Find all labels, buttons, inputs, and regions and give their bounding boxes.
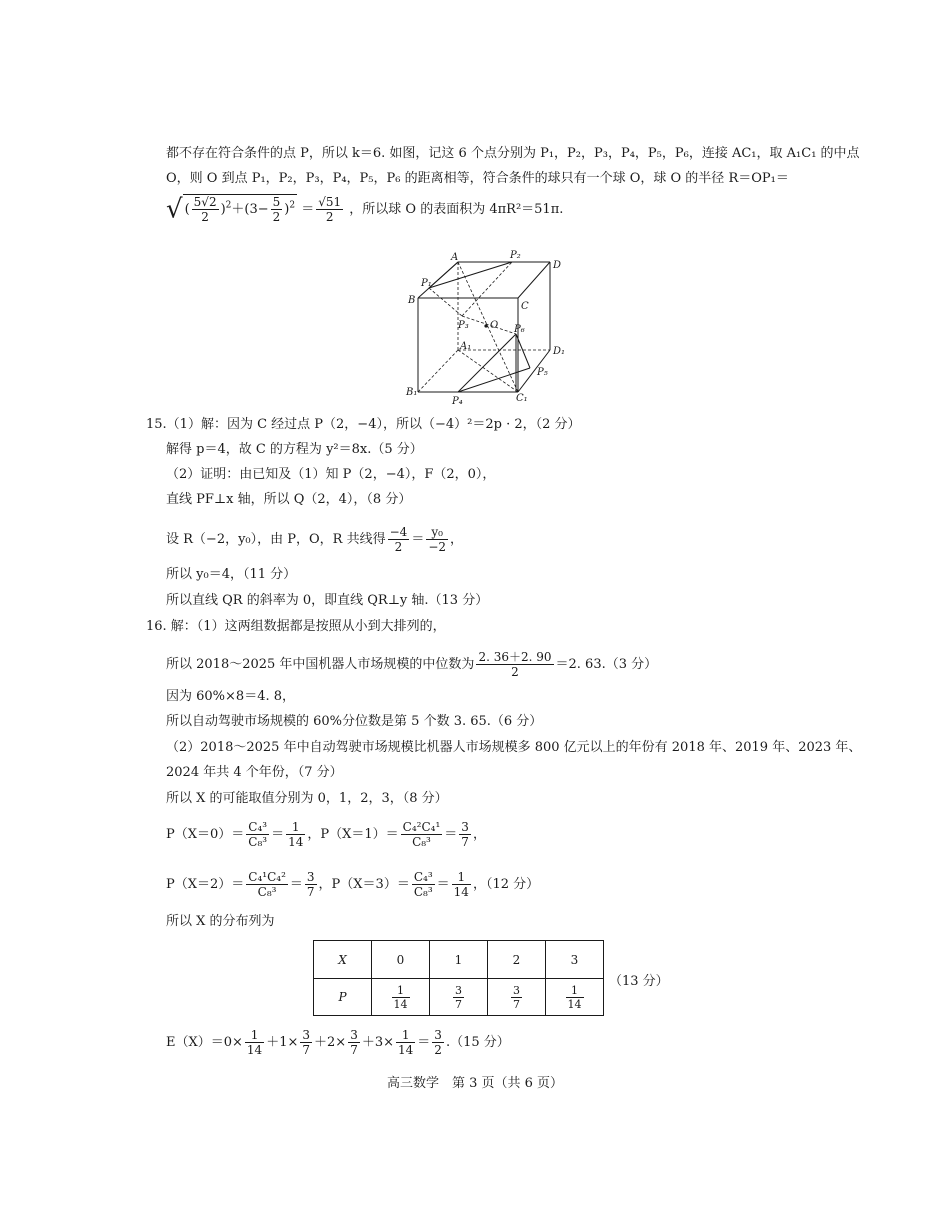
label-p4: P₄ — [452, 396, 463, 406]
table-cell: $\frac{1}{14}$ — [546, 979, 604, 1016]
q14-radius-tail: ，所以球 O 的表面积为 4πR²＝51π. — [349, 202, 564, 217]
label-p5: P₅ — [537, 367, 548, 378]
center-o-point — [484, 324, 487, 327]
label-o: O — [490, 320, 499, 331]
distribution-table — [313, 940, 604, 1016]
label-a: A — [451, 252, 459, 263]
fraction-neg4-over-2: $\frac{-4}{2}$ — [389, 525, 408, 554]
prob-x0-x1-line: P（X＝0）＝ $\frac{\text{C₄³}}{\text{C₈³}}$ ＝ $\frac{1}{14}$ ，P（X＝1）＝ $\frac{\text{C₄²C₄¹}}{\text{C₈³}}$ ＝ $\frac{3}{7}$ ， — [166, 820, 486, 849]
table-row — [314, 941, 604, 979]
prob-x2-x3-line: P（X＝2）＝ $\frac{\text{C₄¹C₄²}}{\text{C₈³}}$ ＝ $\frac{3}{7}$ ，P（X＝3）＝ $\frac{\text{C₄³}}{\text{C₈³}}$ ＝ $\frac{1}{14}$ ，（12 分） — [166, 870, 540, 899]
table-cell: $\frac{3}{7}$ — [430, 979, 488, 1016]
edge-cd — [518, 262, 550, 298]
label-p1: P₁ — [421, 278, 432, 289]
label-c1: C₁ — [516, 393, 528, 404]
table-score: （13 分） — [609, 974, 669, 989]
label-c: C — [521, 301, 529, 312]
q15-line-6: 所以 y₀＝4，（11 分） — [166, 567, 297, 582]
q15-line-3: （2）证明：由已知及（1）知 P（2，−4），F（2，0）， — [166, 467, 496, 482]
cube-figure — [400, 246, 575, 406]
q15-line-4: 直线 PF⊥x 轴，所以 Q（2，4），（8 分） — [166, 492, 412, 507]
table-cell: 2 — [488, 941, 546, 979]
segment-p3-p6-hidden — [462, 316, 516, 334]
fraction-y0-over-neg2: $\frac{\text{y₀}}{-2}$ — [428, 525, 447, 554]
q15-line-5: 设 R（−2，y₀），由 P，O，R 共线得 $\frac{-4}{2}$ ＝ $\frac{\text{y₀}}{-2}$ ， — [166, 525, 464, 554]
label-p6: P₆ — [514, 324, 525, 335]
table-cell: 0 — [372, 941, 430, 979]
label-d1: D₁ — [553, 346, 566, 357]
table-cell: $\frac{1}{14}$ — [372, 979, 430, 1016]
q14-line-2: O，则 O 到点 P₁，P₂，P₃，P₄，P₅，P₆ 的距离相等，符合条件的球只有一个球 O，球 O 的半径 R＝OP₁＝ — [166, 171, 789, 186]
diagonal-a1c1-hidden — [458, 350, 518, 392]
q16-line-10: 所以 X 的分布列为 — [166, 914, 275, 929]
table-cell: 1 — [430, 941, 488, 979]
label-a1: A₁ — [460, 341, 472, 352]
radius-sqrt-expression: √ ( $\frac{5√2}{2}$ )$^2$＋(3− $\frac{5}{2}$ )$^2$ ＝ $\frac{√51}{2}$ — [166, 194, 342, 225]
label-d: D — [553, 260, 562, 271]
table-cell: 3 — [546, 941, 604, 979]
table-cell: X — [314, 941, 372, 979]
q16-line-6: 2024 年共 4 个年份，（7 分） — [166, 765, 343, 780]
segment-p1-p3-hidden — [429, 288, 462, 316]
label-p2: P₂ — [510, 250, 521, 261]
q15-line-1: 15.（1）解：因为 C 经过点 P（2，−4），所以（−4）²＝2p · 2，（2 分） — [146, 417, 581, 432]
table-row — [314, 979, 604, 1016]
q16-line-5: （2）2018～2025 年中自动驾驶市场规模比机器人市场规模多 800 亿元以上的年份有 2018 年、2019 年、2023 年、 — [166, 740, 862, 755]
expectation-line: E（X）＝0× $\frac{1}{14}$ ＋1× $\frac{3}{7}$ ＋2× $\frac{3}{7}$ ＋3× $\frac{1}{14}$ ＝ $\frac{3}{2}$ .（15 分） — [166, 1028, 510, 1057]
q16-line-3: 因为 60%×8＝4. 8， — [166, 689, 295, 704]
q15-line-7: 所以直线 QR 的斜率为 0，即直线 QR⊥y 轴.（13 分） — [166, 593, 489, 608]
median-fraction: $\frac{2. 36+2. 90}{2}$ — [478, 650, 552, 679]
segment-p4-p5 — [458, 368, 530, 392]
q14-radius-formula — [166, 194, 563, 224]
table-cell: P — [314, 979, 372, 1016]
edge-b1a1-hidden — [418, 350, 458, 392]
q14-line-1: 都不存在符合条件的点 P，所以 k＝6. 如图，记这 6 个点分别为 P₁，P₂，P₃，P₄，P₅，P₆，连接 AC₁，取 A₁C₁ 的中点 — [166, 146, 860, 161]
label-b: B — [408, 295, 416, 306]
label-b1: B₁ — [406, 387, 418, 398]
q16-line-2: 所以 2018～2025 年中国机器人市场规模的中位数为 $\frac{2. 36+2. 90}{2}$ ＝2. 63.（3 分） — [166, 650, 658, 679]
label-p3: P₃ — [458, 320, 469, 331]
q16-line-7: 所以 X 的可能取值分别为 0，1，2，3，（8 分） — [166, 791, 448, 806]
page-footer: 高三数学 第 3 页（共 6 页） — [386, 1076, 564, 1091]
segment-p1-a — [429, 262, 458, 288]
table-cell: $\frac{3}{7}$ — [488, 979, 546, 1016]
q16-line-1: 16. 解：（1）这两组数据都是按照从小到大排列的， — [146, 619, 446, 634]
q15-collinear-text: 设 R（−2，y₀），由 P，O，R 共线得 — [166, 532, 386, 547]
q15-line-2: 解得 p＝4，故 C 的方程为 y²＝8x.（5 分） — [166, 442, 423, 457]
q16-line-4: 所以自动驾驶市场规模的 60%分位数是第 5 个数 3. 65.（6 分） — [166, 714, 543, 729]
